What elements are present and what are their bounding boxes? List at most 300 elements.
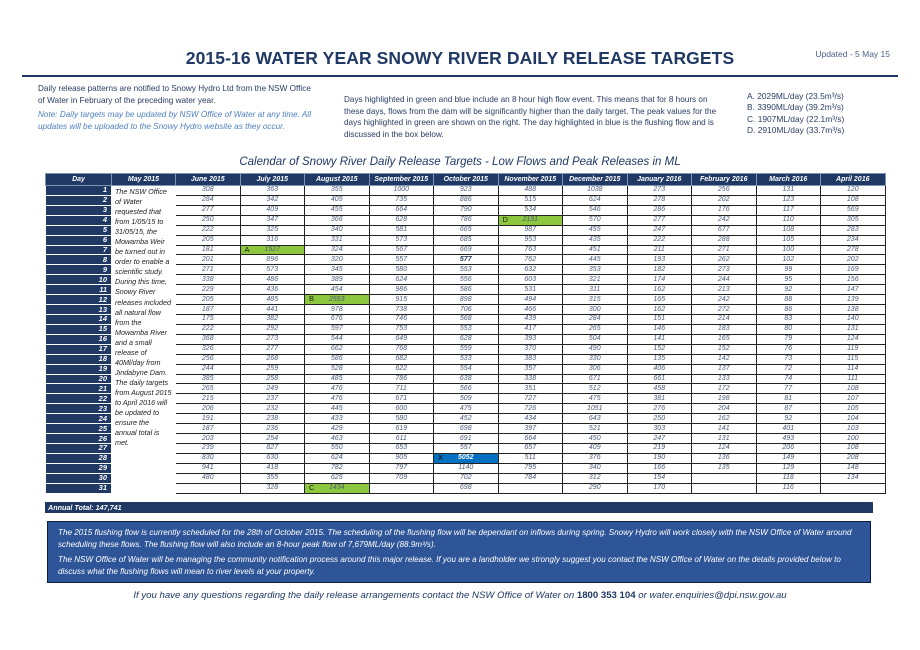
release-cell: 439 [498, 314, 563, 324]
column-header: November 2015 [498, 174, 563, 186]
day-number: 3 [46, 205, 112, 215]
release-cell: 124 [821, 334, 886, 344]
release-cell: 190 [627, 453, 692, 463]
release-cell: 580 [369, 265, 434, 275]
day-number: 10 [46, 275, 112, 285]
release-cell: 229 [176, 285, 241, 295]
release-cell: 351 [498, 384, 563, 394]
release-cell: 152 [692, 344, 757, 354]
release-cell: 485 [240, 295, 305, 305]
release-table [45, 173, 886, 494]
release-cell: 573 [369, 235, 434, 245]
release-cell: 213 [692, 285, 757, 295]
release-cell: 247 [627, 225, 692, 235]
day-number: 16 [46, 334, 112, 344]
annual-total: Annual Total: 147,741 [45, 502, 873, 513]
release-cell: 397 [498, 424, 563, 434]
release-cell: 242 [692, 215, 757, 225]
release-cell: 433 [305, 414, 370, 424]
release-cell: 204 [692, 404, 757, 414]
release-cell: 303 [627, 424, 692, 434]
release-cell: 290 [563, 483, 628, 493]
release-cell: 320 [305, 255, 370, 265]
peak-flow-cell [498, 215, 563, 225]
day-number: 17 [46, 344, 112, 354]
release-cell: 531 [498, 285, 563, 295]
release-cell: 385 [176, 374, 241, 384]
release-cell: 657 [498, 443, 563, 453]
release-cell: 485 [305, 374, 370, 384]
release-cell: 573 [240, 265, 305, 275]
peak-tag: D [502, 214, 508, 224]
release-cell: 107 [821, 394, 886, 404]
release-cell [498, 483, 563, 493]
release-cell: 102 [756, 255, 821, 265]
release-cell: 135 [627, 354, 692, 364]
release-cell: 286 [627, 205, 692, 215]
release-cell: 117 [756, 205, 821, 215]
release-cell: 941 [176, 463, 241, 473]
release-cell: 259 [240, 364, 305, 374]
release-cell: 409 [240, 205, 305, 215]
cell-value: 1527 [264, 245, 281, 253]
release-cell: 139 [821, 295, 886, 305]
release-cell: 653 [369, 443, 434, 453]
day-number: 31 [46, 483, 112, 493]
release-cell: 347 [240, 215, 305, 225]
release-cell: 698 [434, 483, 499, 493]
release-cell: 597 [305, 324, 370, 334]
release-cell: 315 [563, 295, 628, 305]
release-cell: 181 [176, 245, 241, 255]
release-cell: 208 [821, 453, 886, 463]
day-number: 5 [46, 225, 112, 235]
column-header: April 2016 [821, 174, 886, 186]
release-cell: 237 [240, 394, 305, 404]
release-cell: 366 [305, 215, 370, 225]
release-cell: 488 [498, 186, 563, 196]
column-header: May 2015 [112, 174, 176, 186]
release-cell: 236 [240, 424, 305, 434]
highlight-explanation: Days highlighted in green and blue include an 8 hour high flow event. This means that for 8 hours on these days, flows from the dam will be significantly higher than the daily target. The peak values for the days highlighted in green are shown on the right. The day highlighted in blue is the flushing flow and is discussed in the box below. [344, 95, 717, 139]
intro-note: Note: Daily targets may be updated by NSW Office of Water at any time. All updates will be uploaded to the Snowy Hydro website as they occur. [38, 110, 312, 131]
peak-tag: B [309, 294, 315, 304]
release-cell: 147 [821, 285, 886, 295]
peak-flow-cell [305, 483, 370, 493]
release-cell: 580 [369, 414, 434, 424]
release-cell: 463 [305, 434, 370, 444]
release-cell: 273 [240, 334, 305, 344]
release-cell: 671 [563, 374, 628, 384]
release-cell: 115 [821, 354, 886, 364]
column-header: March 2016 [756, 174, 821, 186]
day-number: 7 [46, 245, 112, 255]
release-cell: 137 [692, 364, 757, 374]
peak-tag: X [438, 452, 444, 462]
release-cell: 603 [498, 275, 563, 285]
release-cell: 154 [627, 473, 692, 483]
release-cell: 509 [434, 394, 499, 404]
release-cell: 458 [627, 384, 692, 394]
release-cell: 105 [821, 404, 886, 414]
release-cell: 569 [821, 205, 886, 215]
release-cell: 368 [176, 334, 241, 344]
release-cell: 709 [369, 473, 434, 483]
release-cell: 205 [176, 235, 241, 245]
release-cell: 278 [627, 195, 692, 205]
release-cell: 455 [305, 205, 370, 215]
release-cell: 340 [563, 463, 628, 473]
release-cell: 664 [498, 434, 563, 444]
release-cell: 978 [305, 305, 370, 315]
release-cell: 790 [434, 205, 499, 215]
day-number: 1 [46, 186, 112, 196]
release-cell: 104 [821, 414, 886, 424]
release-cell: 198 [692, 394, 757, 404]
release-cell: 300 [563, 305, 628, 315]
release-cell: 923 [434, 186, 499, 196]
release-cell: 193 [627, 255, 692, 265]
release-cell: 782 [305, 463, 370, 473]
cell-value: 5052 [457, 454, 474, 462]
release-cell: 81 [756, 394, 821, 404]
release-cell: 898 [434, 295, 499, 305]
release-cell: 405 [305, 195, 370, 205]
cell-value: 2553 [328, 295, 345, 303]
release-cell: 166 [627, 463, 692, 473]
day-number: 24 [46, 414, 112, 424]
release-cell: 905 [369, 453, 434, 463]
release-cell: 381 [627, 394, 692, 404]
release-cell: 222 [627, 235, 692, 245]
release-cell: 205 [176, 295, 241, 305]
release-cell: 600 [369, 404, 434, 414]
column-header: July 2015 [240, 174, 305, 186]
release-cell: 321 [563, 275, 628, 285]
release-cell: 357 [498, 364, 563, 374]
release-cell: 953 [498, 235, 563, 245]
peak-value-b: B. 3390ML/day (39.2m³/s) [747, 102, 844, 113]
release-cell: 203 [176, 434, 241, 444]
release-cell: 445 [305, 404, 370, 414]
day-number: 30 [46, 473, 112, 483]
release-cell: 706 [434, 305, 499, 315]
release-cell: 156 [821, 275, 886, 285]
release-cell: 567 [369, 245, 434, 255]
release-cell: 324 [305, 245, 370, 255]
release-cell: 486 [240, 275, 305, 285]
column-header: Day [46, 174, 112, 186]
day-number: 11 [46, 285, 112, 295]
release-cell: 661 [627, 374, 692, 384]
release-cell [176, 483, 241, 493]
day-number: 26 [46, 434, 112, 444]
release-cell: 702 [434, 473, 499, 483]
release-cell: 162 [627, 285, 692, 295]
peak-flow-cell [240, 245, 305, 255]
day-number: 19 [46, 364, 112, 374]
release-cell: 138 [821, 305, 886, 315]
day-number: 6 [46, 235, 112, 245]
release-cell: 434 [498, 414, 563, 424]
release-cell: 148 [821, 463, 886, 473]
release-cell: 566 [434, 384, 499, 394]
release-cell: 249 [240, 384, 305, 394]
day-number: 21 [46, 384, 112, 394]
release-cell: 283 [821, 225, 886, 235]
release-cell: 108 [821, 443, 886, 453]
release-cell: 786 [434, 215, 499, 225]
release-cell: 142 [692, 354, 757, 364]
release-cell: 119 [821, 344, 886, 354]
column-header: January 2016 [627, 174, 692, 186]
flushing-flow-cell [434, 453, 499, 463]
release-cell: 110 [756, 215, 821, 225]
release-cell: 451 [563, 245, 628, 255]
release-cell: 244 [176, 364, 241, 374]
release-cell: 511 [498, 453, 563, 463]
release-cell: 277 [627, 215, 692, 225]
release-cell: 677 [692, 225, 757, 235]
day-number: 22 [46, 394, 112, 404]
release-cell: 528 [305, 364, 370, 374]
release-cell: 191 [176, 414, 241, 424]
release-cell: 247 [627, 434, 692, 444]
release-cell: 886 [434, 195, 499, 205]
release-cell: 328 [240, 483, 305, 493]
release-cell: 92 [756, 414, 821, 424]
release-cell: 455 [563, 225, 628, 235]
release-cell: 586 [434, 285, 499, 295]
release-cell: 183 [692, 324, 757, 334]
release-cell: 355 [305, 186, 370, 196]
release-cell: 624 [369, 275, 434, 285]
release-cell: 306 [563, 364, 628, 374]
release-cell: 466 [498, 305, 563, 315]
release-cell: 643 [563, 414, 628, 424]
release-cell: 581 [369, 225, 434, 235]
release-cell: 74 [756, 374, 821, 384]
release-cell: 628 [369, 215, 434, 225]
release-cell: 624 [563, 195, 628, 205]
release-cell: 86 [756, 305, 821, 315]
release-cell: 622 [369, 364, 434, 374]
release-cell: 638 [434, 374, 499, 384]
release-cell: 133 [692, 374, 757, 384]
release-cell: 152 [627, 344, 692, 354]
release-cell: 342 [240, 195, 305, 205]
release-cell: 649 [369, 334, 434, 344]
release-cell: 490 [563, 344, 628, 354]
release-cell: 1000 [369, 186, 434, 196]
release-cell: 797 [369, 463, 434, 473]
release-cell: 278 [821, 245, 886, 255]
release-calendar [45, 173, 873, 494]
release-cell: 353 [563, 265, 628, 275]
day-number: 14 [46, 314, 112, 324]
release-cell: 628 [434, 334, 499, 344]
release-cell: 586 [305, 354, 370, 364]
release-cell: 149 [756, 453, 821, 463]
release-cell: 330 [563, 354, 628, 364]
release-cell: 140 [821, 314, 886, 324]
peak-flow-cell [305, 295, 370, 305]
release-cell: 325 [240, 225, 305, 235]
column-header: June 2015 [176, 174, 241, 186]
release-cell: 338 [176, 275, 241, 285]
release-cell: 262 [692, 255, 757, 265]
release-cell: 556 [434, 275, 499, 285]
release-cell: 176 [692, 205, 757, 215]
release-cell: 131 [692, 434, 757, 444]
release-cell: 711 [369, 384, 434, 394]
release-cell: 254 [240, 434, 305, 444]
release-cell: 100 [821, 434, 886, 444]
release-cell: 114 [821, 364, 886, 374]
day-number: 13 [46, 305, 112, 315]
release-cell: 131 [821, 324, 886, 334]
release-cell: 141 [627, 334, 692, 344]
release-cell: 376 [563, 453, 628, 463]
release-cell: 676 [305, 314, 370, 324]
day-number: 12 [46, 295, 112, 305]
release-cell: 244 [692, 275, 757, 285]
day-number: 18 [46, 354, 112, 364]
release-cell: 393 [498, 334, 563, 344]
release-cell: 316 [240, 235, 305, 245]
release-cell: 784 [498, 473, 563, 483]
release-cell: 493 [756, 434, 821, 444]
release-cell: 169 [821, 265, 886, 275]
release-cell: 521 [563, 424, 628, 434]
may-2015-note: The NSW Office of Water requested that from 1/05/15 to 31/05/15, the Mowamba Weir be turned out in order to enable a scientific study. During this time, Snowy River releases included all natural flow from the Mowamba River and a small release of 40Ml/day from Jindabyne Dam. The daily targets from August 2015 to April 2016 will be updated to ensure the annual total is met. [112, 186, 176, 494]
column-header: February 2016 [692, 174, 757, 186]
cell-value: 2191 [522, 216, 539, 224]
release-cell: 738 [369, 305, 434, 315]
contact-phone[interactable]: 1800 353 104 [576, 590, 636, 601]
release-cell [369, 483, 434, 493]
release-cell [692, 473, 757, 483]
release-cell: 987 [498, 225, 563, 235]
release-cell: 123 [756, 195, 821, 205]
release-cell: 480 [176, 473, 241, 483]
release-cell: 276 [627, 404, 692, 414]
release-cell: 406 [627, 364, 692, 374]
release-cell: 669 [434, 245, 499, 255]
release-cell: 559 [434, 344, 499, 354]
release-cell: 277 [240, 344, 305, 354]
release-cell: 553 [434, 265, 499, 275]
peak-value-a: A. 2029ML/day (23.5m³/s) [747, 91, 844, 101]
release-cell: 986 [369, 285, 434, 295]
release-cell: 80 [756, 324, 821, 334]
release-cell: 409 [563, 443, 628, 453]
release-cell: 219 [627, 443, 692, 453]
release-cell: 512 [563, 384, 628, 394]
release-cell: 417 [498, 324, 563, 334]
day-number: 25 [46, 424, 112, 434]
day-number: 27 [46, 443, 112, 453]
release-cell: 222 [176, 324, 241, 334]
release-cell: 77 [756, 384, 821, 394]
release-cell: 277 [176, 205, 241, 215]
release-cell: 239 [176, 443, 241, 453]
flushing-paragraph-1: The 2015 flushing flow is currently scheduled for the 28th of October 2015. The scheduling of the flushing flow will be dependant on inflows during spring. Snowy Hydro will work closely with the NSW Office of Water around scheduling these flows. The flushing flow will also include an 8-hour peak flow of 7,679ML/day (88.9m³/s). [58, 528, 852, 549]
release-cell: 124 [692, 443, 757, 453]
release-cell: 292 [240, 324, 305, 334]
release-cell: 73 [756, 354, 821, 364]
day-number: 29 [46, 463, 112, 473]
release-cell: 664 [369, 205, 434, 215]
release-cell: 611 [369, 434, 434, 444]
flushing-paragraph-2: The NSW Office of Water will be managing the community notification process around this major release. If you are a landholder we strongly suggest you contact the NSW Office of Water on the details provided below to discuss what the flushing flows will mean to river levels at your property. [58, 555, 841, 576]
day-number: 15 [46, 324, 112, 334]
release-cell: 830 [176, 453, 241, 463]
release-cell: 79 [756, 334, 821, 344]
cell-value: 1434 [328, 484, 345, 492]
release-cell: 258 [240, 374, 305, 384]
day-number: 4 [46, 215, 112, 225]
release-cell: 691 [434, 434, 499, 444]
contact-email[interactable]: water.enquiries@dpi.nsw.gov.au [649, 590, 787, 601]
release-cell: 557 [369, 255, 434, 265]
release-cell: 550 [305, 443, 370, 453]
release-cell: 103 [821, 424, 886, 434]
release-cell: 746 [369, 314, 434, 324]
release-cell: 726 [498, 404, 563, 414]
release-cell: 383 [498, 354, 563, 364]
contact-prefix: If you have any questions regarding the daily release arrangements contact the NSW Office of Water on [133, 590, 577, 601]
release-cell: 546 [563, 205, 628, 215]
release-cell [821, 483, 886, 493]
release-cell: 326 [176, 344, 241, 354]
release-cell: 504 [563, 334, 628, 344]
intro-section [38, 83, 318, 132]
release-cell: 494 [498, 295, 563, 305]
release-cell: 174 [627, 275, 692, 285]
release-cell: 141 [692, 424, 757, 434]
release-cell: 162 [692, 414, 757, 424]
release-cell: 534 [498, 205, 563, 215]
release-cell: 256 [176, 354, 241, 364]
release-cell: 165 [627, 295, 692, 305]
day-number: 23 [46, 404, 112, 414]
release-cell: 475 [563, 394, 628, 404]
release-cell: 557 [434, 443, 499, 453]
release-cell: 311 [563, 285, 628, 295]
release-cell: 340 [305, 225, 370, 235]
peak-values-list [747, 91, 844, 136]
release-cell: 445 [563, 255, 628, 265]
peak-tag: C [309, 482, 315, 492]
release-cell: 389 [305, 275, 370, 285]
release-cell: 222 [176, 225, 241, 235]
release-cell: 76 [756, 344, 821, 354]
release-cell: 100 [756, 245, 821, 255]
release-cell: 632 [498, 265, 563, 275]
release-cell: 429 [305, 424, 370, 434]
release-cell: 896 [240, 255, 305, 265]
release-cell: 242 [692, 295, 757, 305]
day-number: 28 [46, 453, 112, 463]
release-cell: 284 [176, 195, 241, 205]
release-cell: 382 [240, 314, 305, 324]
intro-text: Daily release patterns are notified to Snowy Hydro Ltd from the NSW Office of Water in February of the preceding water year. [38, 84, 311, 105]
release-cell: 768 [369, 344, 434, 354]
column-header: August 2015 [305, 174, 370, 186]
release-cell: 476 [305, 394, 370, 404]
release-cell: 544 [305, 334, 370, 344]
